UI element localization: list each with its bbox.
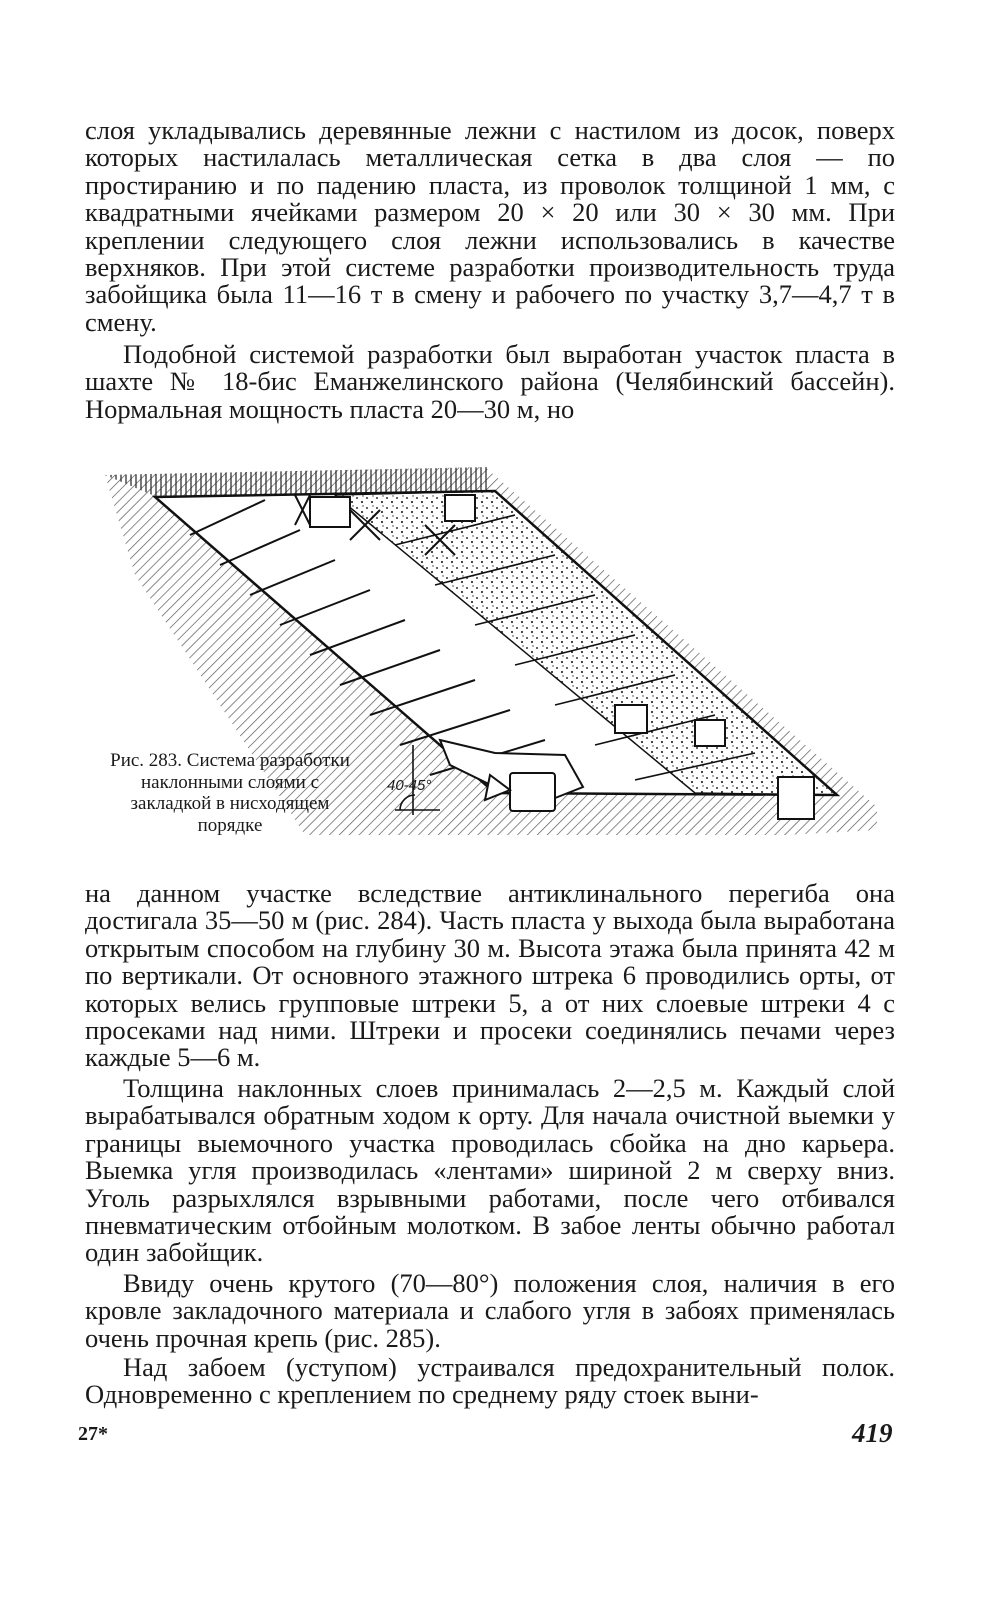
page-number: 419: [852, 1418, 893, 1448]
signature-mark: 27*: [78, 1423, 108, 1445]
paragraph-6: Над забоем (уступом) устраивался предохранительный полок. Одновременно с креплением по среднему ряду стоек выни-: [85, 1352, 895, 1410]
paragraph-2: Подобной системой разработки был выработан участок пласта в шахте № 18-бис Еманжелинского района (Челябинский бассейн). Нормальная мощность пласта 20—30 м, но: [85, 339, 895, 424]
paragraph-3: на данном участке вследствие антиклинального перегиба она достигала 35—50 м (рис. 284). Часть пласта у выхода была выработана открытым способом на глубину 30 м. Высота этажа была принята 42 м по вертикали. От основного этажного штрека 6 проводились орты, от которых велись групповые штреки 5, а от них слоевые штреки 4 с просеками над ними. Штреки и просеки соединялись печами через каждые 5—6 м.: [85, 878, 895, 1073]
paragraph-5: Ввиду очень крутого (70—80°) положения слоя, наличия в его кровле закладочного материала и слабого угля в забоях применялась очень прочная крепь (рис. 285).: [85, 1268, 895, 1353]
figure-caption: Рис. 283. Система разработки наклонными слоями с закладкой в нисходящем порядке: [110, 750, 350, 836]
paragraph-4: Толщина наклонных слоев принималась 2—2,5 м. Каждый слой вырабатывался обратным ходом к орту. Для начала очистной выемки у границы выемочного участка проводилась сбойка на дно карьера. Выемка угля производилась «лентами» шириной 2 м сверху вниз. Уголь разрыхлялся взрывными работами, после чего отбивался пневматическим отбойным молотком. В забое ленты обычно работал один забойщик.: [85, 1073, 895, 1268]
angle-label: 40-45°: [387, 777, 432, 794]
paragraph-1: слоя укладывались деревянные лежни с настилом из досок, поверх которых настилалась металлическая сетка в два слоя — по простиранию и по падению пласта, из проволок толщиной 1 мм, с квадратными ячейками размером 20 × 20 или 30 × 30 мм. При креплении следующего слоя лежни использовались в качестве верхняков. При этой системе разработки производительность труда забойщика была 11—16 т в смену и рабочего по участку 3,7—4,7 т в смену.: [85, 115, 895, 337]
